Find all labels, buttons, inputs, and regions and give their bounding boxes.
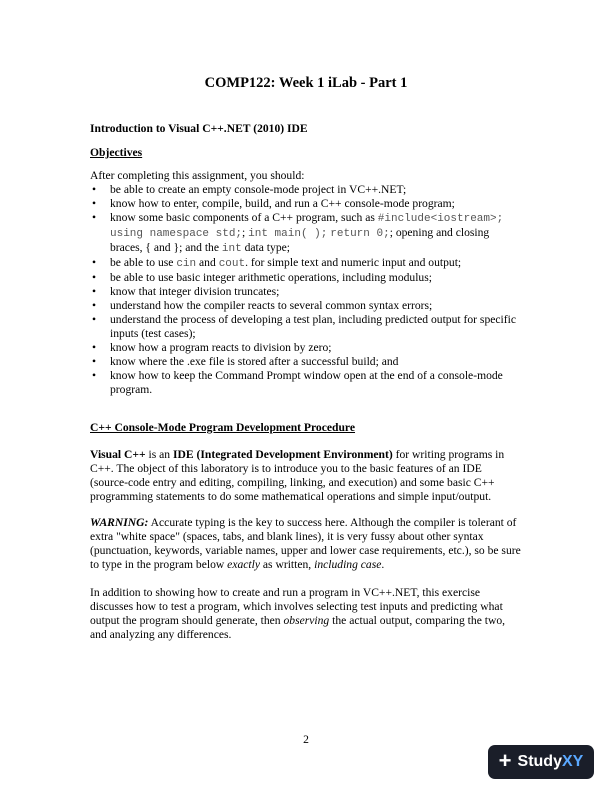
list-item: • understand how the compiler reacts to several common syntax errors; [92, 299, 433, 312]
studyxy-badge[interactable] [488, 745, 594, 779]
warning-label: WARNING: [90, 516, 149, 529]
bullet-icon: • [92, 285, 97, 298]
code-snippet: #include<iostream>; [377, 213, 504, 225]
objectives-list [90, 183, 522, 397]
bullet-icon: • [92, 271, 97, 284]
bullet-icon: • [92, 211, 97, 224]
bullet-icon: • [92, 341, 97, 354]
code-snippet: int main( ); [248, 228, 328, 240]
bullet-icon: • [92, 355, 97, 368]
paragraph-testing: In addition to showing how to create and run a program in VC++.NET, this exercise discusses how to test a program, which involves selecting test inputs and predicting what output the program should generate, then observing the actual output, comparing the two, and analyzing any differences. [90, 586, 506, 641]
procedure-heading: C++ Console-Mode Program Development Procedure [90, 421, 356, 434]
bullet-icon: • [92, 369, 97, 382]
list-item: • be able to use basic integer arithmetic operations, including modulus; [92, 271, 432, 284]
code-snippet: int [221, 243, 242, 255]
bullet-icon: • [92, 197, 97, 210]
objectives-section [90, 169, 522, 397]
list-item: • know that integer division truncates; [92, 285, 280, 298]
list-item: • be able to use cin and cout. for simple text and numeric input and output; [92, 256, 462, 270]
paragraph-warning: WARNING: Accurate typing is the key to success here. Although the compiler is tolerant of extra "white space" (spaces, tabs, and blank lines), it is very fussy about other syntax (punctuation, keywords, variable names, upper and lower case requirements, etc.), so be sure to type in the program below exactly as written, including case. [90, 516, 521, 571]
objectives-intro: After completing this assignment, you should: [90, 169, 305, 182]
list-item: • know some basic components of a C++ program, such as #include<iostream>; using namespace std;; int main( ); return 0;; opening and closing braces, { and }; and the int data type; [92, 211, 504, 255]
list-item: • know where the .exe file is stored after a successful build; and [92, 355, 399, 368]
plus-icon: + [498, 748, 512, 773]
page-title: COMP122: Week 1 iLab - Part 1 [204, 75, 408, 91]
code-snippet: cin [176, 258, 197, 270]
bullet-icon: • [92, 183, 97, 196]
code-snippet: using namespace std; [110, 228, 243, 240]
paragraph-ide: Visual C++ is an IDE (Integrated Development Environment) for writing programs in C++. The object of this laboratory is to introduce you to the basic features of an IDE (source-code entry and editing, compiling, linking, and execution) and some basic C++ programming statements to do some mathematical operations and simple input/output. [90, 448, 505, 503]
bullet-icon: • [92, 299, 97, 312]
list-item: • know how to keep the Command Prompt window open at the end of a console-mode program. [92, 369, 503, 396]
bullet-icon: • [92, 313, 97, 326]
code-snippet: return 0; [330, 228, 390, 240]
list-item: • understand the process of developing a test plan, including predicted output for specific inputs (test cases); [92, 313, 516, 340]
studyxy-logo-text: StudyXY [517, 753, 584, 770]
subtitle: Introduction to Visual C++.NET (2010) IDE [90, 122, 308, 135]
objectives-heading: Objectives [90, 146, 143, 159]
page-number: 2 [303, 733, 309, 746]
bullet-icon: • [92, 256, 97, 269]
list-item: • be able to create an empty console-mode project in VC++.NET; [92, 183, 407, 196]
list-item: • know how a program reacts to division by zero; [92, 341, 332, 354]
code-snippet: cout [218, 258, 246, 270]
list-item: • know how to enter, compile, build, and run a C++ console-mode program; [92, 197, 455, 210]
